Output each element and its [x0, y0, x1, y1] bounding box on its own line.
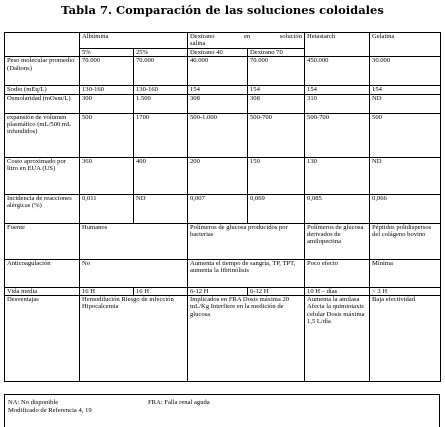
cell: 154 — [305, 86, 370, 94]
cell: 308 — [188, 94, 248, 113]
colloid-comparison-table — [4, 32, 441, 382]
cell: 40.000 — [188, 57, 248, 86]
cell: Péptidos polidispersos del colágeno bovino — [370, 223, 441, 259]
cell: 150 — [248, 157, 305, 194]
cell: ND — [134, 194, 188, 223]
header-alb-25: 25% — [134, 48, 188, 56]
cell: 310 — [305, 94, 370, 113]
cell: 70.000 — [134, 57, 188, 86]
cell: 360 — [80, 157, 134, 194]
cell: Polímeros de glucosa producidos por bacterias — [188, 223, 305, 259]
footnote-reference: Modificado de Referencia 4, 19 — [8, 407, 92, 414]
cell: 154 — [370, 86, 441, 94]
row-label: Desventajas — [5, 296, 80, 382]
cell: 10 H – días — [305, 287, 370, 295]
header-dextrano-line2: salina — [190, 40, 206, 48]
row-label: Incidencia de reacciones alérgicas (%) — [5, 194, 80, 223]
row-label: Vida media — [5, 287, 80, 295]
header-hetastarch: Hetastarch — [305, 33, 370, 57]
cell: 70.000 — [248, 57, 305, 86]
cell: 500-700 — [305, 113, 370, 157]
table-row — [5, 157, 441, 194]
cell: 154 — [188, 86, 248, 94]
header-row — [5, 33, 441, 49]
cell: Mínima — [370, 259, 441, 287]
table-row-anticoag — [5, 259, 441, 287]
cell: Implicados en FRA Dosis máxima 20 mL/Kg Interfiere en la medición de glucosa — [188, 296, 305, 382]
header-dex-70: Dextrano 70 — [248, 48, 305, 56]
cell: < 3 H — [370, 287, 441, 295]
cell: 130-160 — [134, 86, 188, 94]
cell: 0,066 — [370, 194, 441, 223]
row-label: Anticoagulación — [5, 259, 80, 287]
cell: 0,069 — [248, 194, 305, 223]
cell: No — [80, 259, 188, 287]
header-dex-40: Dextrano 40 — [188, 48, 248, 56]
cell: 0,085 — [305, 194, 370, 223]
cell: 6-12 H — [188, 287, 248, 295]
cell: ND — [370, 157, 441, 194]
cell: 500 — [80, 113, 134, 157]
cell: 16 H — [80, 287, 134, 295]
cell: 130 — [305, 157, 370, 194]
header-dextrano-w1: Dextrano — [190, 33, 215, 40]
cell: 0,007 — [188, 194, 248, 223]
header-alb-5: 5% — [80, 48, 134, 56]
cell: 16 H — [134, 287, 188, 295]
cell: 500 — [370, 113, 441, 157]
header-blank — [5, 33, 80, 57]
cell: Poco efecto — [305, 259, 370, 287]
row-label: Fuente — [5, 223, 80, 259]
row-label: expansión de volumen plasmático (mL/500 mL infundidos) — [5, 113, 80, 157]
table-row — [5, 194, 441, 223]
table-row — [5, 113, 441, 157]
row-label: Sodio (mEq/L) — [5, 86, 80, 94]
cell: Aumenta la amilasa Afecta la quimiotaxis celular Dosis máxima 1,5 L/día — [305, 296, 370, 382]
table-row-desventajas — [5, 296, 441, 382]
header-gelatina: Gelatina — [370, 33, 441, 57]
table-title: Tabla 7. Comparación de las soluciones coloidales — [61, 3, 384, 17]
cell: ND — [370, 94, 441, 113]
cell: Polímeros de glucosa derivados de amilopectina — [305, 223, 370, 259]
table-row — [5, 94, 441, 113]
cell: 130-160 — [80, 86, 134, 94]
row-label: Peso molecular promedio (Daltons) — [5, 57, 80, 86]
header-albumina: Albúmina — [80, 33, 188, 49]
cell: 200 — [188, 157, 248, 194]
cell: Aumenta el tiempo de sangría, TP, TPT, aumenta la fibrinólisis — [188, 259, 305, 287]
cell: 1700 — [134, 113, 188, 157]
cell: Baja efectividad — [370, 296, 441, 382]
table-footnotes — [4, 394, 440, 427]
cell: 450.000 — [305, 57, 370, 86]
cell: 30.000 — [370, 57, 441, 86]
footnote-fra: FRA: Falla renal aguda — [148, 399, 210, 406]
header-dextrano-w3: solución — [279, 33, 303, 40]
table-row — [5, 86, 441, 94]
table-row — [5, 57, 441, 86]
cell: 500-700 — [248, 113, 305, 157]
cell: 6-12 H — [248, 287, 305, 295]
footnote-nd: NA: No disponible — [8, 399, 59, 406]
cell: Hemodilución Riesgo de infección Hipocalcemia — [80, 296, 188, 382]
cell: 500-1.000 — [188, 113, 248, 157]
table-row-vida — [5, 287, 441, 295]
row-label: Costo aproximado por litro en EUA (US) — [5, 157, 80, 194]
row-label: Osmolaridad (mOsm/L) — [5, 94, 80, 113]
cell: 70.000 — [80, 57, 134, 86]
header-dextrano-w2: en — [243, 33, 251, 40]
cell: 300 — [80, 94, 134, 113]
table-row-fuente — [5, 223, 441, 259]
cell: 154 — [248, 86, 305, 94]
cell: 400 — [134, 157, 188, 194]
cell: 0,011 — [80, 194, 134, 223]
header-dextrano — [188, 33, 305, 49]
cell: 308 — [248, 94, 305, 113]
cell: Humanos — [80, 223, 188, 259]
cell: 1.500 — [134, 94, 188, 113]
